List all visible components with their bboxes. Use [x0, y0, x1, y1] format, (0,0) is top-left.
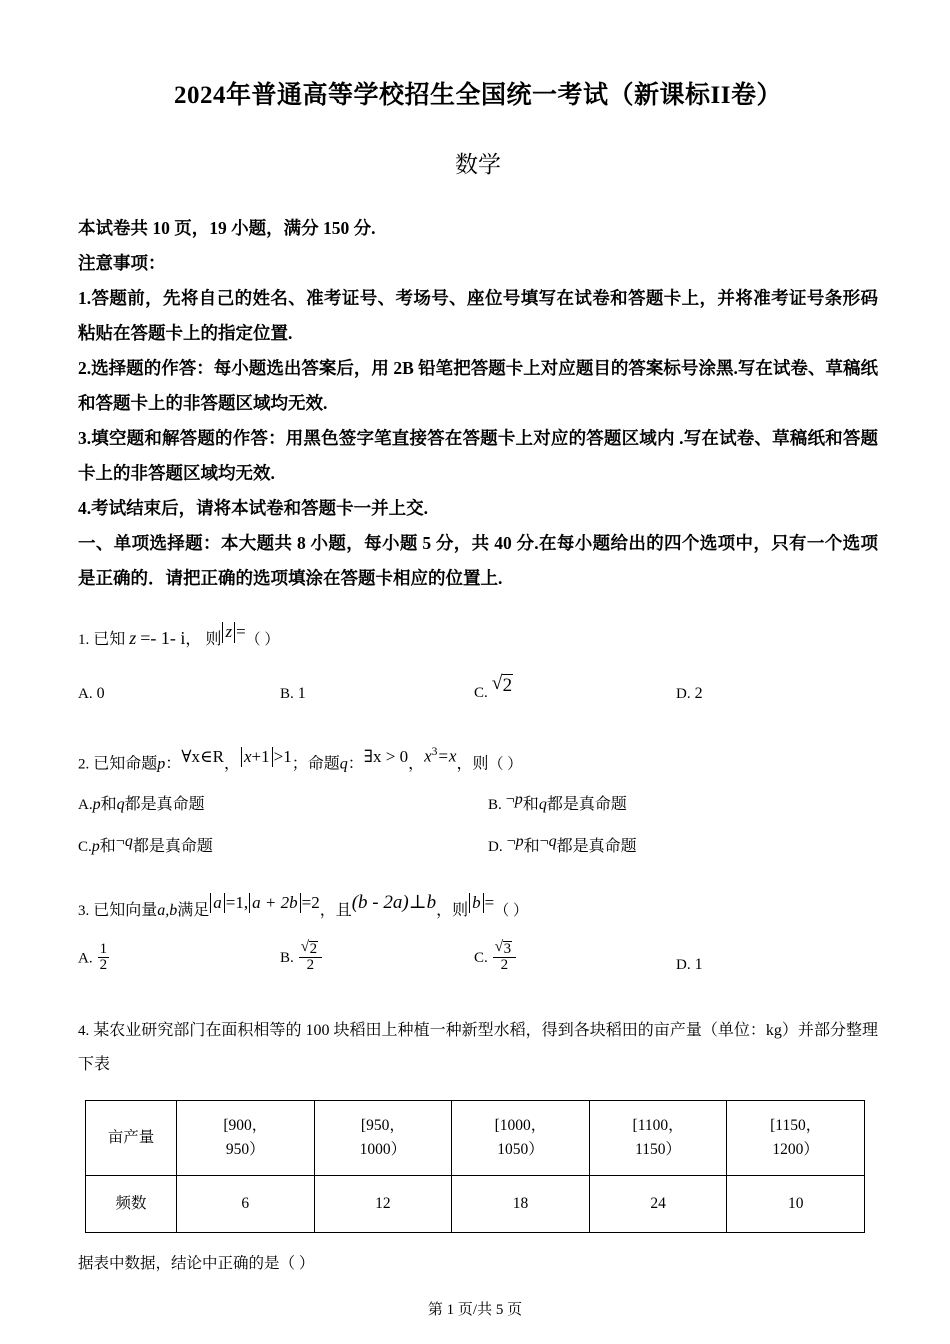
question-2-comma-1: ，: [223, 756, 240, 774]
question-1-variable: z: [129, 628, 137, 649]
question-3-options: [78, 926, 878, 982]
question-3-eq-1: =1,: [225, 893, 249, 913]
question-3-option-d[interactable]: [676, 956, 703, 974]
option-conjunction: 和: [522, 796, 539, 814]
question-4: [78, 1014, 878, 1082]
option-label: D.: [676, 686, 691, 703]
question-3-vectors: a,b: [157, 902, 178, 920]
option-value: 2: [694, 685, 703, 703]
question-3-blank: （ ）: [494, 903, 528, 920]
option-symbol-q: q: [538, 796, 547, 814]
question-4-prompt: 据表中数据，结论中正确的是（ ）: [78, 1255, 315, 1273]
fraction-numerator: [299, 940, 322, 959]
question-3-perp-expression: (b - 2a)⊥b: [351, 892, 437, 914]
question-2-comma-3: ，: [456, 756, 473, 774]
question-3-abs-b: b: [472, 893, 481, 913]
fraction-numerator: 1: [99, 940, 108, 957]
option-label: B.: [280, 949, 294, 966]
sqrt-radicand: 3: [503, 940, 512, 957]
option-value: 2: [502, 675, 513, 697]
question-3-eq-2: =2: [301, 893, 320, 913]
question-3-number: 3.: [78, 903, 90, 920]
question-2-option-c[interactable]: [78, 833, 213, 856]
option-label: C.: [474, 949, 488, 966]
option-text: 都是真命题: [546, 796, 627, 814]
option-symbol-p: p: [514, 791, 523, 809]
interval-line-2: 1200）: [772, 1141, 819, 1159]
fraction-denominator: 2: [306, 957, 315, 974]
question-3-abs-a2b: a + 2b: [252, 893, 298, 913]
question-3-comma-1: ，: [319, 902, 336, 920]
question-1-option-c[interactable]: [474, 675, 515, 703]
notice-heading: 注意事项：: [78, 253, 166, 274]
question-2-comma-2: ，: [408, 756, 425, 774]
fraction-denominator: 2: [500, 957, 509, 974]
page-title: 2024年普通高等学校招生全国统一考试（新课标II卷）: [174, 82, 782, 109]
subject-title: 数学: [455, 151, 501, 177]
negation-icon: ¬p: [505, 791, 523, 809]
interval-line-1: [900，: [223, 1117, 268, 1135]
page-footer: 第 1 页/共 5 页: [427, 1302, 523, 1318]
table-row-yield: [86, 1101, 865, 1176]
question-1-abs-variable: z: [225, 622, 233, 642]
question-2-semicolon: ；: [291, 756, 308, 774]
interval-line-2: 1050）: [497, 1141, 544, 1159]
question-1-equals: =: [236, 622, 246, 642]
interval-line-1: [1150，: [770, 1117, 822, 1135]
question-2-option-b[interactable]: [488, 791, 627, 814]
question-1-option-b[interactable]: [280, 685, 306, 703]
option-text: 都是真命题: [132, 838, 213, 856]
table-cell-interval: [314, 1101, 452, 1176]
sqrt-icon: [495, 940, 514, 958]
table-cell-interval: [177, 1101, 315, 1176]
option-label: D.: [676, 957, 691, 974]
option-label: A.: [78, 686, 93, 703]
question-2-stem-pre: 已知命题: [93, 756, 158, 774]
table-cell-frequency: 18: [452, 1176, 590, 1233]
negation-icon: ¬p: [506, 833, 524, 851]
question-2-colon-2: ：: [347, 756, 364, 774]
option-value: 1: [297, 685, 306, 703]
table-cell-interval: [727, 1101, 865, 1176]
question-2-then: 则: [472, 756, 489, 774]
question-1-option-d[interactable]: [676, 685, 703, 703]
question-3-comma-2: ，: [436, 902, 453, 920]
table-cell-frequency: 24: [589, 1176, 727, 1233]
question-1-stem-then: 则: [205, 631, 222, 649]
interval-line-2: 1000）: [359, 1141, 407, 1159]
option-label: D.: [488, 839, 503, 856]
option-conjunction: 和: [100, 796, 117, 814]
interval-line-2: 950）: [225, 1141, 265, 1159]
option-conjunction: 和: [523, 838, 540, 856]
question-2-prop-q: q: [339, 756, 348, 774]
question-2-options-row-2: [78, 822, 878, 864]
question-2: [78, 744, 878, 780]
question-2-exists-expr: ∃x > 0: [363, 747, 409, 767]
question-3-option-a[interactable]: [78, 942, 110, 975]
table-cell-frequency: 10: [727, 1176, 865, 1233]
exam-info: 本试卷共 10 页，19 小题，满分 150 分.: [78, 218, 376, 239]
interval-line-1: [1100，: [632, 1117, 684, 1135]
sqrt-icon: [301, 940, 320, 958]
notice-item-1: 1.答题前，先将自己的姓名、准考证号、考场号、座位号填写在试卷和答题卡上，并将准考证号条形码粘贴在答题卡上的指定位置.: [78, 288, 878, 344]
option-symbol-p: p: [91, 838, 100, 856]
question-3-satisfy: 满足: [177, 902, 210, 920]
fraction: [299, 940, 322, 974]
question-2-ineq-right: >1: [273, 747, 292, 767]
frequency-table: [85, 1100, 865, 1233]
option-value: 0: [96, 685, 105, 703]
question-3-equals: =: [484, 893, 495, 913]
question-2-cube-exponent: 3: [431, 745, 438, 759]
question-2-colon-1: ：: [165, 756, 182, 774]
fraction-numerator: [493, 940, 516, 959]
row-header-yield: 亩产量: [86, 1101, 177, 1176]
notice-item-2: 2.选择题的作答：每小题选出答案后，用 2B 铅笔把答题卡上对应题目的答案标号涂黑.写在试卷、草稿纸和答题卡上的非答题区域均无效.: [78, 358, 878, 414]
frequency-table-wrapper: [78, 1100, 878, 1233]
negation-icon: ¬q: [115, 833, 133, 851]
interval-line-1: [1000，: [494, 1117, 547, 1135]
question-1-stem-pre: 已知: [93, 631, 126, 649]
option-symbol-p: p: [515, 833, 524, 851]
table-cell-frequency: 6: [177, 1176, 315, 1233]
question-1-comma: ，: [185, 631, 202, 649]
sqrt-icon: [492, 673, 516, 697]
question-2-number: 2.: [78, 757, 90, 774]
question-2-option-d[interactable]: [488, 833, 637, 856]
question-1-option-a[interactable]: [78, 685, 105, 703]
option-text: 都是真命题: [556, 838, 637, 856]
option-symbol-q: q: [548, 833, 557, 851]
page-content: [78, 0, 878, 1279]
option-label: C.: [78, 839, 92, 856]
table-cell-frequency: 12: [314, 1176, 452, 1233]
fraction: [493, 940, 516, 974]
interval-line-2: 1150）: [635, 1141, 682, 1159]
option-label: A.: [78, 797, 93, 814]
row-header-frequency: 频数: [86, 1176, 177, 1233]
question-1-options: [78, 655, 878, 711]
question-2-ineq-left: x: [243, 747, 252, 767]
question-3-option-c[interactable]: [474, 940, 517, 974]
negation-icon: ¬q: [539, 833, 557, 851]
option-symbol-q: q: [124, 833, 133, 851]
option-label: B.: [280, 686, 294, 703]
question-2-cube-equation: =x: [437, 747, 457, 767]
question-2-prop-p: p: [157, 756, 166, 774]
question-2-blank: （ ）: [488, 757, 523, 774]
option-label: A.: [78, 949, 93, 966]
question-2-forall-expr: ∀x∈R: [181, 747, 224, 767]
option-label: B.: [488, 797, 502, 814]
section-heading-choice: 一、单项选择题：本大题共 8 小题，每小题 5 分，共 40 分.在每小题给出的四个选项中，只有一个选项是正确的．请把正确的选项填涂在答题卡相应的位置上.: [78, 533, 878, 589]
question-3-option-b[interactable]: [280, 940, 323, 974]
option-symbol-q: q: [116, 796, 125, 814]
sqrt-radicand: 2: [309, 940, 318, 957]
question-3-then: 则: [452, 902, 469, 920]
question-1-number: 1.: [78, 632, 90, 649]
table-row-frequency: [86, 1176, 865, 1233]
fraction-denominator: 2: [99, 957, 108, 974]
option-conjunction: 和: [99, 838, 116, 856]
table-cell-interval: [589, 1101, 727, 1176]
question-3-and: 且: [335, 902, 352, 920]
question-2-prop-label: 命题: [307, 756, 340, 774]
question-2-options-row-1: [78, 780, 878, 822]
question-3: [78, 892, 878, 926]
question-3-abs-a: a: [213, 893, 222, 913]
question-4-number: 4.: [78, 1023, 90, 1040]
fraction: [98, 942, 110, 975]
option-text: 都是真命题: [124, 796, 205, 814]
question-4-stem: 某农业研究部门在面积相等的 100 块稻田上种植一种新型水稻，得到各块稻田的亩产量（单位：kg）并部分整理下表: [78, 1022, 878, 1074]
question-3-stem-pre: 已知向量: [93, 902, 158, 920]
question-1: [78, 623, 878, 655]
option-label: C.: [474, 685, 488, 702]
question-2-ineq-mid: +1: [251, 747, 270, 767]
question-2-cube-base: x: [424, 747, 432, 767]
notice-item-4: 4.考试结束后，请将本试卷和答题卡一并上交.: [78, 498, 428, 519]
question-2-option-a[interactable]: [78, 791, 205, 814]
notice-item-3: 3.填空题和解答题的作答：用黑色签字笔直接答在答题卡上对应的答题区域内 .写在试卷、草稿纸和答题卡上的非答题区域均无效.: [78, 428, 878, 484]
option-value: 1: [694, 956, 703, 974]
question-1-blank: （ ）: [245, 632, 280, 649]
option-symbol-p: p: [92, 796, 101, 814]
interval-line-1: [950，: [360, 1117, 405, 1135]
table-cell-interval: [452, 1101, 590, 1176]
question-1-equation: =- 1- i: [140, 628, 186, 649]
